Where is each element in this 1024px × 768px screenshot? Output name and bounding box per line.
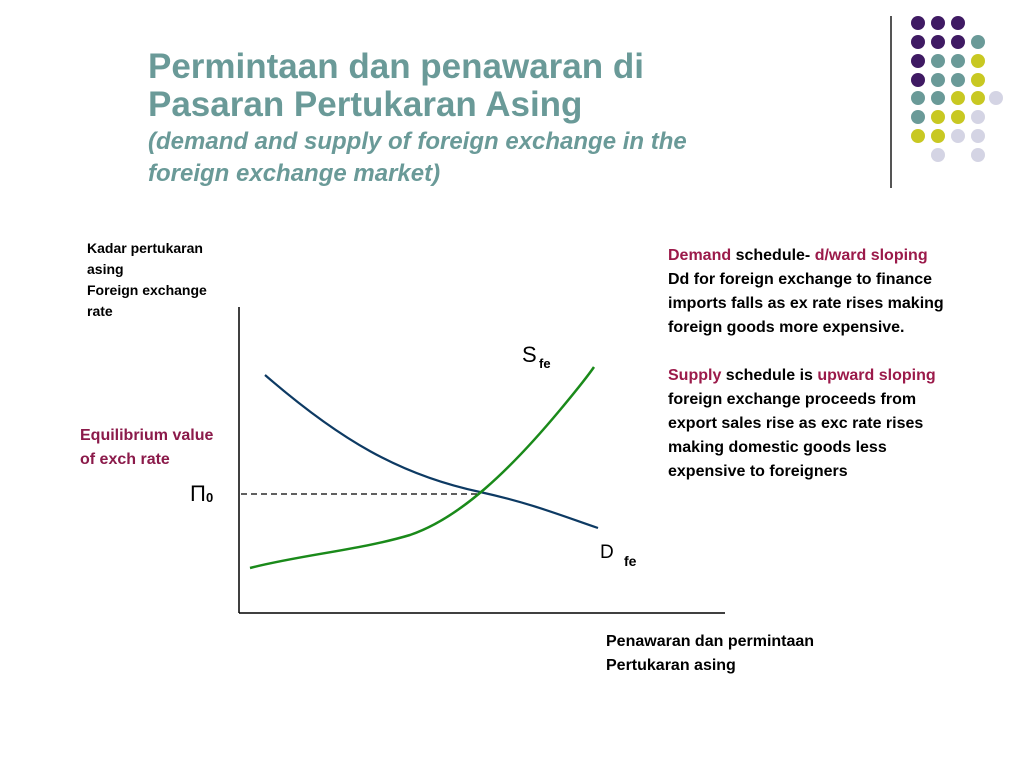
supply-note-line-2: foreign exchange proceeds from	[668, 391, 917, 408]
demand-curve	[265, 375, 598, 528]
y-axis-label-line-4: rate	[87, 303, 113, 319]
upward-keyword: upward sloping	[817, 367, 936, 384]
pi-subscript: 0	[206, 490, 214, 505]
supply-text: schedule is	[721, 367, 818, 384]
demand-label: D	[600, 542, 614, 563]
title-line-1: Permintaan dan penawaran di	[148, 47, 644, 86]
supply-note-line-4: making domestic goods less	[668, 439, 887, 456]
pi-symbol: Π	[190, 481, 206, 506]
title-line-2: Pasaran Pertukaran Asing	[148, 85, 583, 124]
supply-label-subscript: fe	[539, 356, 551, 371]
x-axis-label-line-2: Pertukaran asing	[606, 657, 736, 674]
demand-keyword: Demand	[668, 247, 732, 264]
demand-note-line-2: Dd for foreign exchange to finance	[668, 271, 933, 288]
supply-curve	[250, 367, 594, 568]
subtitle-line-2: foreign exchange market)	[148, 160, 441, 187]
demand-note-line-3: imports falls as ex rate rises making	[668, 295, 944, 312]
supply-note-line-3: export sales rise as exc rate rises	[668, 415, 924, 432]
equilibrium-label-line-1: Equilibrium value	[80, 427, 214, 444]
supply-keyword: Supply	[668, 367, 722, 384]
y-axis-label-line-2: asing	[87, 261, 124, 277]
x-axis-label-line-1: Penawaran dan permintaan	[606, 633, 815, 650]
y-axis-label-line-1: Kadar pertukaran	[87, 240, 203, 256]
demand-note-line-4: foreign goods more expensive.	[668, 319, 905, 336]
supply-explanation	[668, 364, 1018, 484]
demand-text: schedule-	[731, 247, 815, 264]
y-axis-label-line-3: Foreign exchange	[87, 282, 207, 298]
downward-keyword: d/ward sloping	[814, 247, 928, 264]
demand-label-subscript: fe	[624, 553, 637, 569]
subtitle-line-1: (demand and supply of foreign exchange in the	[148, 128, 687, 155]
equilibrium-label-line-2: of exch rate	[80, 451, 170, 468]
x-axis-label	[606, 630, 814, 678]
demand-explanation	[668, 244, 1018, 340]
supply-label: S	[522, 342, 537, 367]
supply-note-line-5: expensive to foreigners	[668, 463, 848, 480]
